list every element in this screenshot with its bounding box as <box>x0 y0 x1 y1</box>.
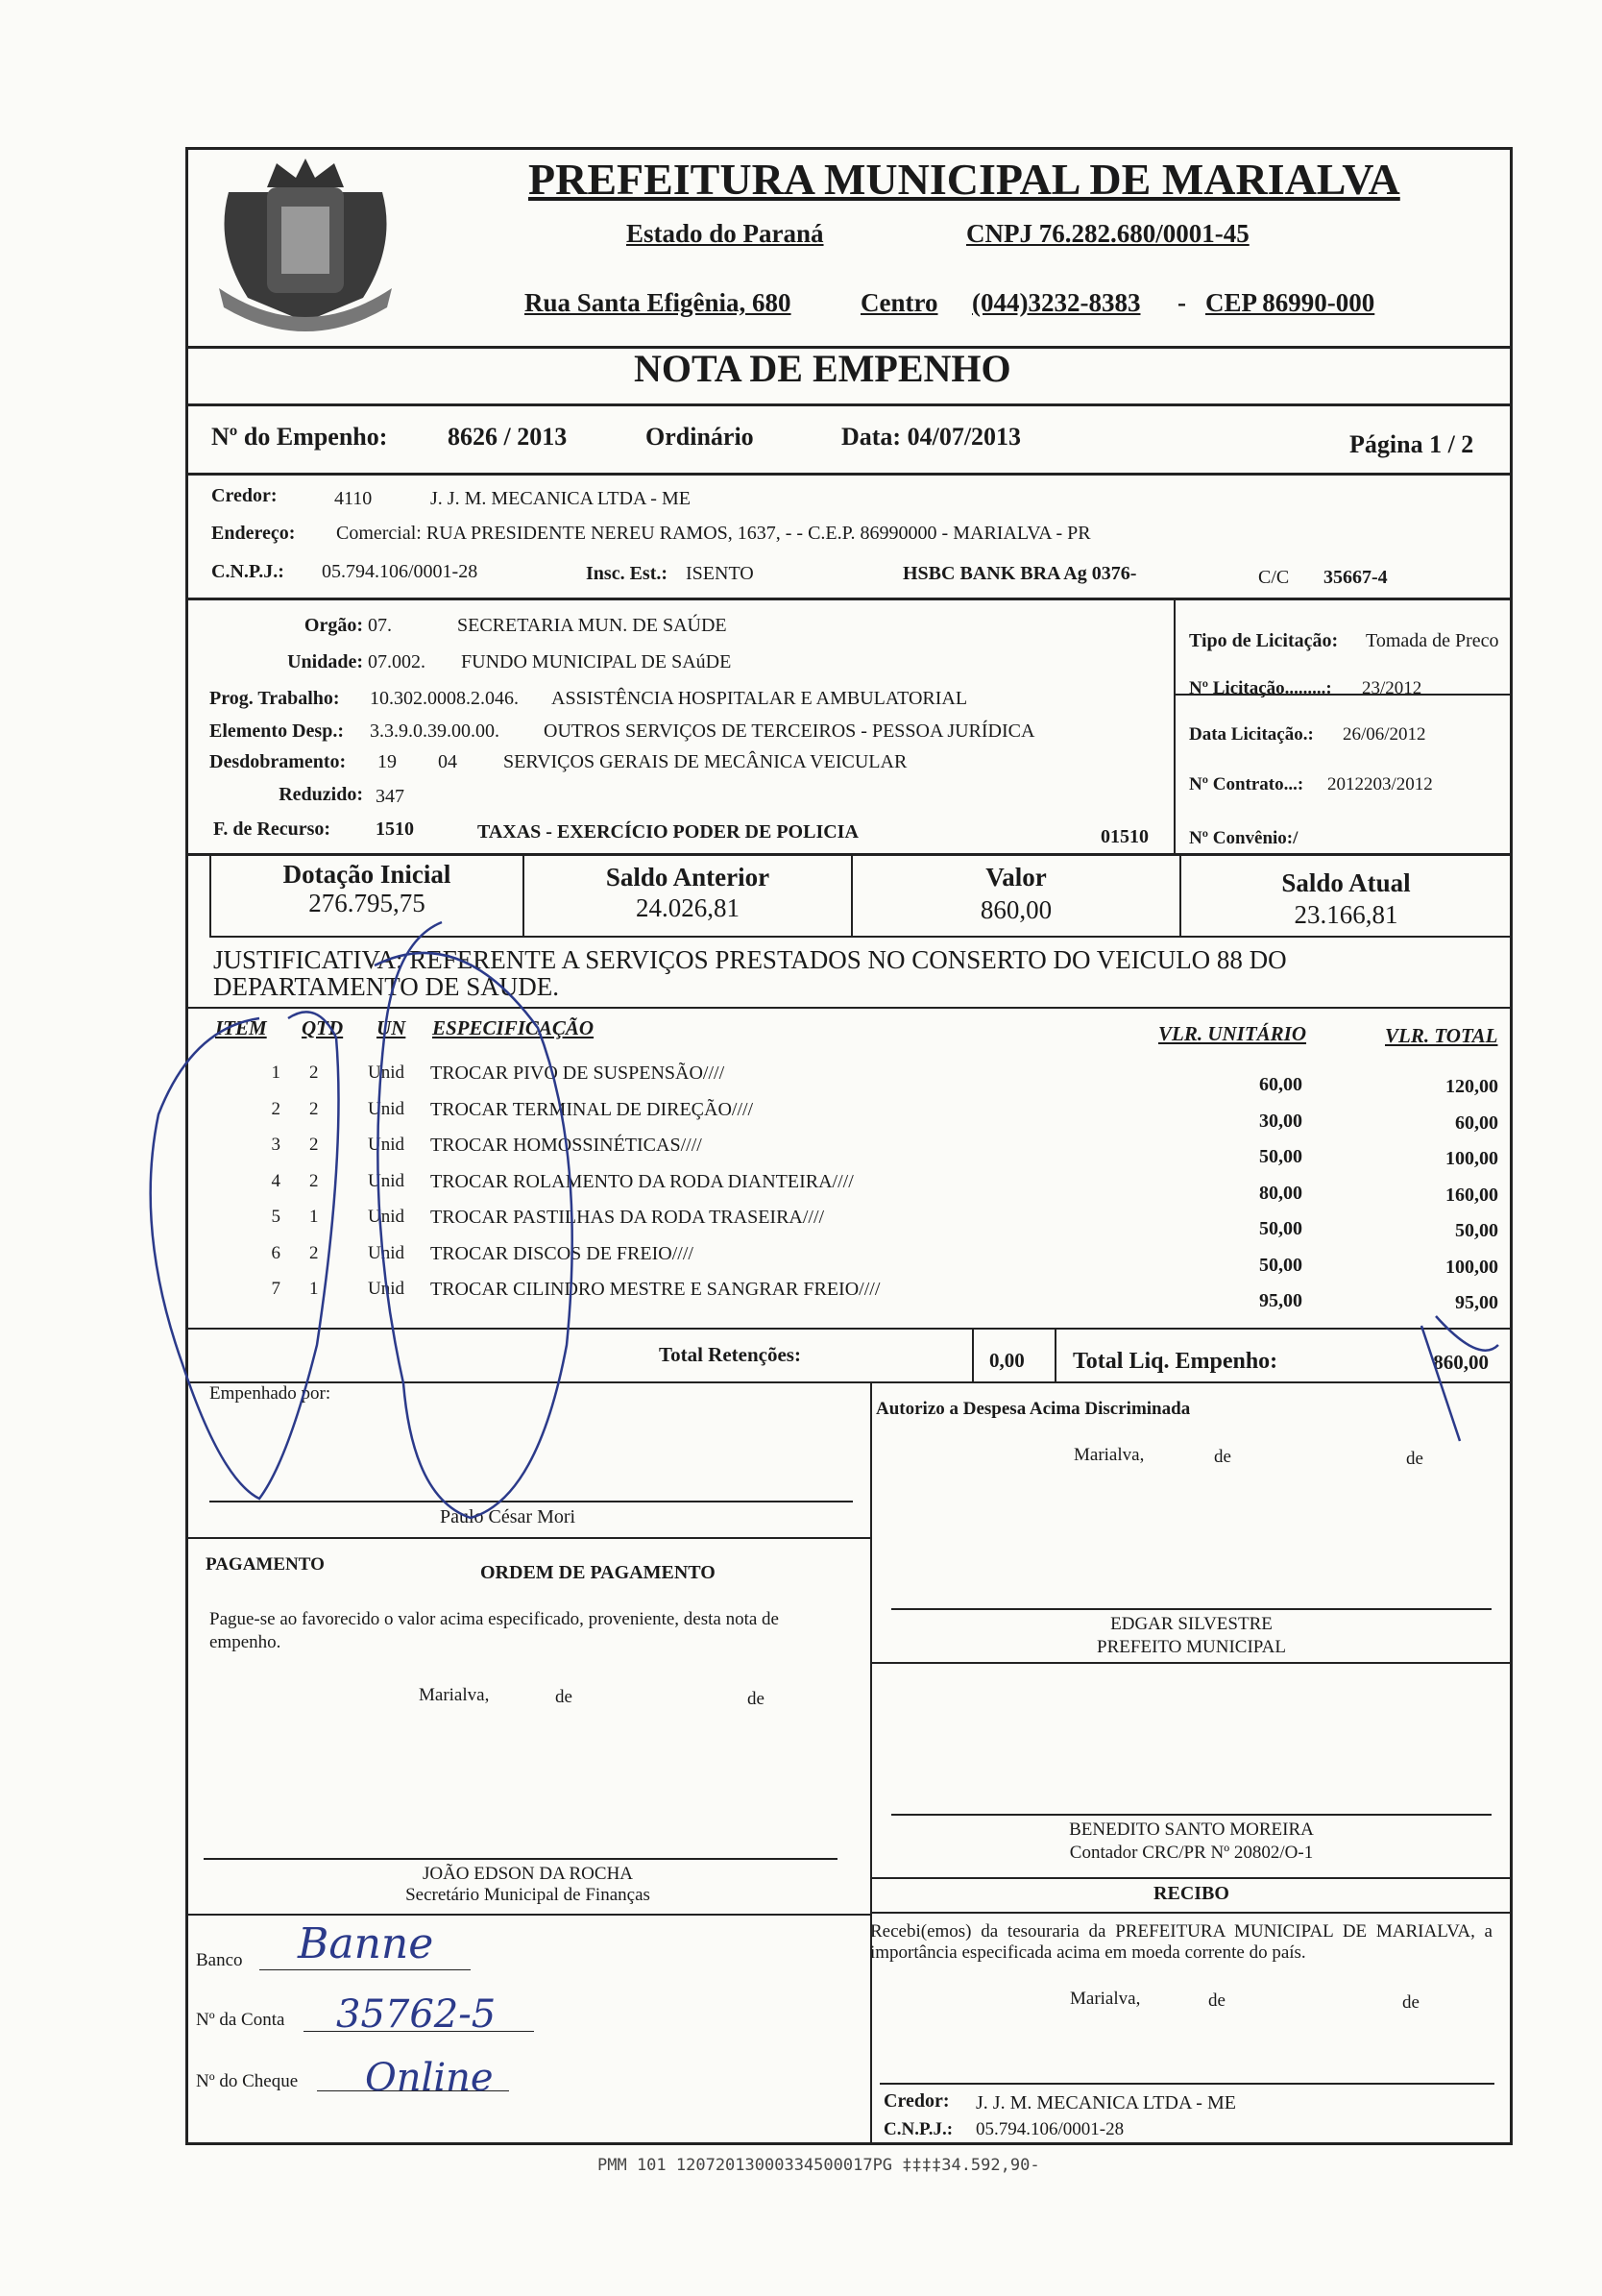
item-number: 5 <box>271 1207 280 1227</box>
empenhado-label: Empenhado por: <box>209 1383 331 1404</box>
recurso-code: 1510 <box>376 818 414 840</box>
item-unit-price: 95,00 <box>1259 1290 1302 1311</box>
unidade-value: FUNDO MUNICIPAL DE SAúDE <box>461 651 732 672</box>
item-unit-price: 50,00 <box>1259 1146 1302 1167</box>
banco-label: Banco <box>196 1950 243 1970</box>
cnpj-label: CNPJ 76.282.680/0001-45 <box>966 219 1250 248</box>
item-qty: 2 <box>309 1098 319 1119</box>
cnpj-value: 05.794.106/0001-28 <box>322 561 478 582</box>
item-total: 50,00 <box>1455 1220 1498 1241</box>
prog-code: 10.302.0008.2.046. <box>370 688 519 709</box>
orgao-code: 07. <box>368 615 392 636</box>
page-number: Página 1 / 2 <box>1349 430 1474 458</box>
reduzido-label: Reduzido: <box>279 784 363 805</box>
reduzido-value: 347 <box>376 786 404 807</box>
contrato-value: 2012203/2012 <box>1327 774 1433 794</box>
orgao-value: SECRETARIA MUN. DE SAÚDE <box>457 615 727 636</box>
prefeito-title: PREFEITO MUNICIPAL <box>1097 1637 1286 1657</box>
credor-label: Credor: <box>884 2090 950 2112</box>
item-qty: 2 <box>309 1170 319 1191</box>
item-total: 100,00 <box>1445 1148 1498 1169</box>
de-label: de <box>747 1689 765 1709</box>
credor-name: J. J. M. MECANICA LTDA - ME <box>976 2092 1236 2113</box>
elemento-code: 3.3.9.0.39.00.00. <box>370 721 499 742</box>
item-qty: 2 <box>309 1135 319 1155</box>
item-number: 1 <box>271 1063 280 1083</box>
item-total: 60,00 <box>1455 1111 1498 1134</box>
item-unit: Unid <box>368 1098 404 1119</box>
item-unit: Unid <box>368 1135 404 1155</box>
address-label: Endereço: <box>211 523 296 544</box>
bank-value: HSBC BANK BRA Ag 0376- <box>903 563 1137 584</box>
credor-code: 4110 <box>334 488 373 509</box>
item-total: 95,00 <box>1455 1292 1498 1313</box>
cheque-handwriting: Online <box>365 2056 494 2100</box>
prefeito-name: EDGAR SILVESTRE <box>1110 1614 1273 1634</box>
recurso-value: TAXAS - EXERCÍCIO PODER DE POLICIA <box>477 821 859 843</box>
saldo-anterior-label: Saldo Anterior <box>605 863 770 892</box>
contador-name: BENEDITO SANTO MOREIRA <box>1069 1820 1314 1840</box>
prog-value: ASSISTÊNCIA HOSPITALAR E AMBULATORIAL <box>551 688 968 709</box>
item-spec: TROCAR TERMINAL DE DIREÇÃO//// <box>430 1098 754 1120</box>
credor-label: Credor: <box>211 485 278 506</box>
desdobramento-label: Desdobramento: <box>209 751 347 772</box>
joao-title: Secretário Municipal de Finanças <box>405 1885 650 1905</box>
separator: - <box>1177 288 1186 317</box>
marialva-label: Marialva, <box>1074 1445 1145 1465</box>
item-total: 100,00 <box>1445 1256 1498 1278</box>
banco-handwriting: Banne <box>298 1919 434 1968</box>
dotacao-label: Dotação Inicial <box>282 860 451 889</box>
insc-label: Insc. Est.: <box>586 563 668 584</box>
doc-title: NOTA DE EMPENHO <box>634 347 1011 390</box>
de-label: de <box>1406 1449 1423 1469</box>
item-unit-price: 60,00 <box>1259 1074 1302 1095</box>
recurso-code2: 01510 <box>1101 826 1149 847</box>
ordem-label: ORDEM DE PAGAMENTO <box>480 1562 716 1583</box>
cep-label: CEP 86990-000 <box>1205 288 1375 317</box>
item-unit: Unid <box>368 1279 404 1299</box>
de-label: de <box>1208 1991 1226 2011</box>
unidade-label: Unidade: <box>287 651 363 672</box>
retencoes-value: 0,00 <box>989 1349 1025 1372</box>
recurso-label: F. de Recurso: <box>213 818 331 840</box>
elemento-value: OUTROS SERVIÇOS DE TERCEIROS - PESSOA JURÍDICA <box>544 721 1035 742</box>
orgao-label: Orgão: <box>303 615 363 636</box>
col-un: UN <box>376 1016 406 1039</box>
prog-label: Prog. Trabalho: <box>209 688 340 709</box>
de-label: de <box>1214 1447 1231 1467</box>
empenho-label: Nº do Empenho: <box>211 423 388 451</box>
autorizo-label: Autorizo a Despesa Acima Discriminada <box>876 1399 1191 1419</box>
conta-handwriting: 35762-5 <box>336 1992 497 2037</box>
item-unit: Unid <box>368 1207 404 1227</box>
cc-value: 35667-4 <box>1323 567 1388 588</box>
paulo-name: Paulo César Mori <box>440 1506 576 1527</box>
recibo-text: Recebi(emos) da tesouraria da PREFEITURA MUNICIPAL DE MARIALVA, a importância especificada acima em moeda corrente do país. <box>870 1921 1493 1963</box>
item-unit: Unid <box>368 1063 404 1083</box>
data-licitacao-value: 26/06/2012 <box>1343 724 1426 745</box>
marialva-label: Marialva, <box>1070 1989 1141 2009</box>
street-label: Rua Santa Efigênia, 680 <box>524 288 791 317</box>
valor-label: Valor <box>985 863 1047 892</box>
col-spec: ESPECIFICAÇÃO <box>432 1016 595 1039</box>
cnpj-label: C.N.P.J.: <box>211 561 284 582</box>
item-number: 3 <box>271 1135 280 1155</box>
item-qty: 1 <box>309 1207 319 1227</box>
item-total: 160,00 <box>1445 1184 1498 1206</box>
col-total: VLR. TOTAL <box>1385 1024 1498 1047</box>
saldo-anterior-value: 24.026,81 <box>636 893 740 922</box>
empenho-type: Ordinário <box>645 423 754 451</box>
desdobramento-code2: 04 <box>438 751 457 772</box>
item-number: 6 <box>271 1242 280 1263</box>
item-unit-price: 50,00 <box>1259 1218 1302 1239</box>
empenho-date: Data: 04/07/2013 <box>841 423 1022 451</box>
saldo-atual-label: Saldo Atual <box>1281 868 1411 897</box>
item-number: 7 <box>271 1279 280 1299</box>
liquido-label: Total Liq. Empenho: <box>1073 1349 1278 1374</box>
district-label: Centro <box>861 288 938 317</box>
saldo-atual-value: 23.166,81 <box>1294 900 1398 929</box>
convenio-label: Nº Convênio:/ <box>1189 828 1299 848</box>
footer-code: PMM 101 12072013000334500017PG ‡‡‡‡34.592,90- <box>597 2156 1040 2175</box>
data-licitacao-label: Data Licitação.: <box>1189 724 1314 745</box>
item-spec: TROCAR CILINDRO MESTRE E SANGRAR FREIO//// <box>430 1279 881 1300</box>
joao-name: JOÃO EDSON DA ROCHA <box>422 1864 634 1884</box>
item-qty: 2 <box>309 1063 319 1083</box>
dotacao-value: 276.795,75 <box>308 889 425 917</box>
conta-label: Nº da Conta <box>196 2010 285 2030</box>
item-qty: 2 <box>309 1242 319 1263</box>
item-total: 120,00 <box>1445 1076 1498 1097</box>
tipo-licitacao-value: Tomada de Preco <box>1366 630 1499 651</box>
empenho-number: 8626 / 2013 <box>448 423 568 451</box>
credor-name: J. J. M. MECANICA LTDA - ME <box>430 488 691 509</box>
item-unit: Unid <box>368 1170 404 1191</box>
item-spec: TROCAR HOMOSSINÉTICAS//// <box>430 1135 702 1156</box>
marialva-label: Marialva, <box>419 1685 490 1705</box>
justificativa-line1: JUSTIFICATIVA: REFERENTE A SERVIÇOS PRESTADOS NO CONSERTO DO VEICULO 88 DO <box>213 945 1287 974</box>
cc-label: C/C <box>1258 567 1290 588</box>
item-spec: TROCAR PASTILHAS DA RODA TRASEIRA//// <box>430 1207 825 1228</box>
cnpj-label: C.N.P.J.: <box>884 2119 954 2139</box>
tipo-licitacao-label: Tipo de Licitação: <box>1189 630 1339 651</box>
elemento-label: Elemento Desp.: <box>209 721 344 742</box>
justificativa-line2: DEPARTAMENTO DE SAUDE. <box>213 972 559 1001</box>
contrato-label: Nº Contrato...: <box>1189 774 1304 794</box>
pagamento-label: PAGAMENTO <box>206 1554 325 1575</box>
de-label: de <box>1402 1992 1420 2013</box>
desdobramento-value: SERVIÇOS GERAIS DE MECÂNICA VEICULAR <box>503 751 908 772</box>
item-qty: 1 <box>309 1279 319 1299</box>
desdobramento-code1: 19 <box>377 751 397 772</box>
col-qtd: QTD <box>302 1016 344 1039</box>
col-unit-price: VLR. UNITÁRIO <box>1158 1022 1307 1045</box>
page-title: PREFEITURA MUNICIPAL DE MARIALVA <box>528 155 1400 204</box>
liquido-value: 860,00 <box>1433 1351 1489 1374</box>
col-item: ITEM <box>215 1016 267 1039</box>
valor-value: 860,00 <box>980 895 1053 924</box>
item-unit-price: 30,00 <box>1259 1110 1302 1132</box>
pague-text: Pague-se ao favorecido o valor acima especificado, proveniente, desta nota de empenho. <box>209 1609 779 1652</box>
cheque-label: Nº do Cheque <box>196 2071 299 2091</box>
item-spec: TROCAR DISCOS DE FREIO//// <box>430 1242 693 1264</box>
unidade-code: 07.002. <box>368 651 425 672</box>
state-label: Estado do Paraná <box>626 219 824 248</box>
item-unit: Unid <box>368 1242 404 1263</box>
insc-value: ISENTO <box>686 563 754 584</box>
item-unit-price: 50,00 <box>1259 1254 1302 1276</box>
item-number: 4 <box>271 1170 280 1191</box>
num-licitacao-label: Nº Licitação.........: <box>1189 678 1332 698</box>
cnpj-value: 05.794.106/0001-28 <box>976 2119 1125 2139</box>
retencoes-label: Total Retenções: <box>659 1343 801 1366</box>
recibo-label: RECIBO <box>1153 1883 1229 1904</box>
num-licitacao-value: 23/2012 <box>1362 678 1422 698</box>
item-spec: TROCAR ROLAMENTO DA RODA DIANTEIRA//// <box>430 1170 854 1192</box>
de-label: de <box>555 1687 572 1707</box>
contador-title: Contador CRC/PR Nº 20802/O-1 <box>1069 1843 1314 1863</box>
item-unit-price: 80,00 <box>1259 1182 1302 1204</box>
address-value: Comercial: RUA PRESIDENTE NEREU RAMOS, 1637, - - C.E.P. 86990000 - MARIALVA - PR <box>336 523 1091 544</box>
item-spec: TROCAR PIVO DE SUSPENSÃO//// <box>430 1063 725 1084</box>
item-number: 2 <box>271 1098 280 1119</box>
phone-label: (044)3232-8383 <box>972 288 1141 317</box>
